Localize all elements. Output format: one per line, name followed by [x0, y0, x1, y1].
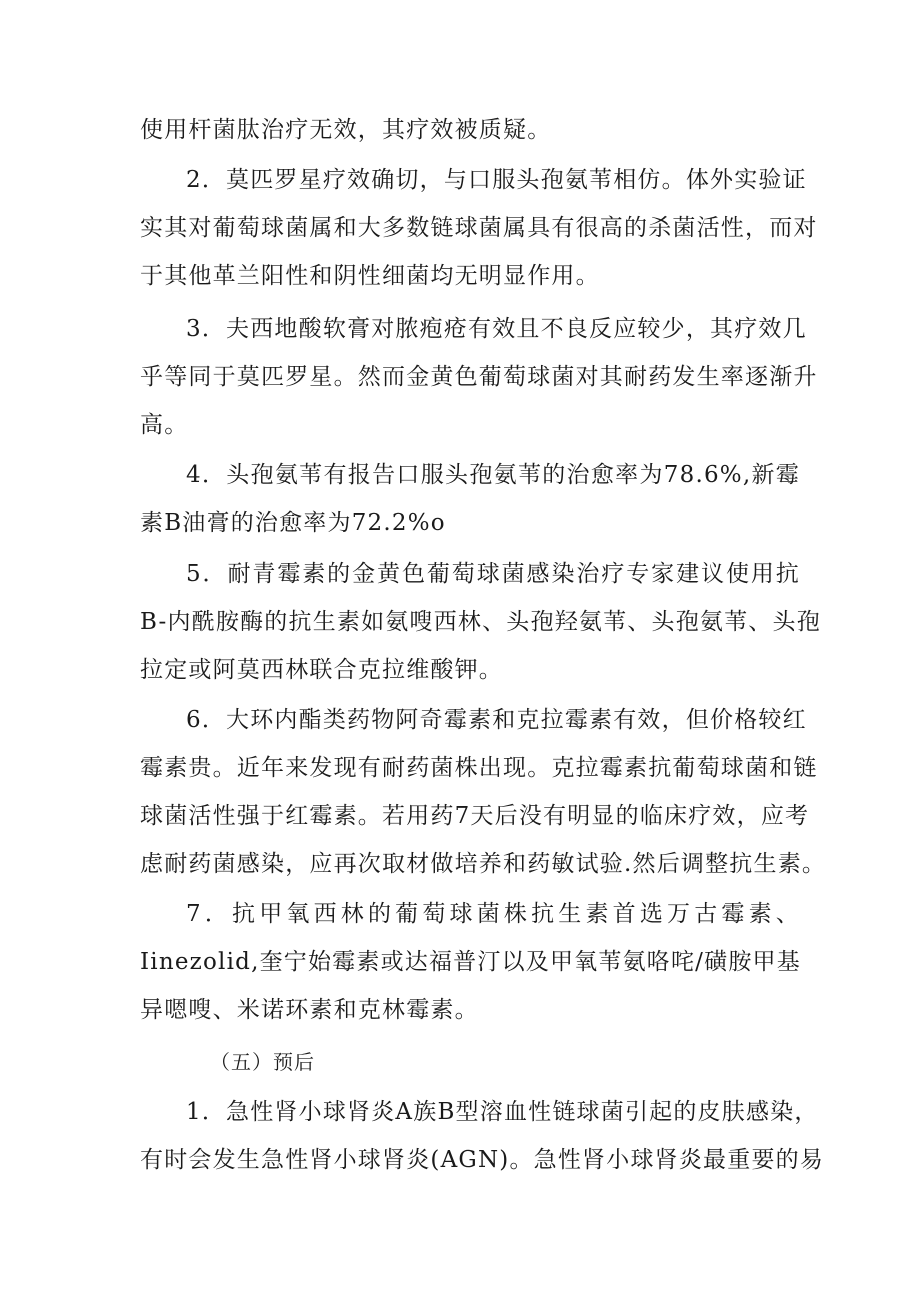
text-line: 霉素贵。近年来发现有耐药菌株出现。克拉霉素抗葡萄球菌和链 [140, 755, 818, 781]
text-line: 使用杆菌肽治疗无效，其疗效被质疑。 [140, 117, 552, 143]
text-line: 7．抗甲氧西林的葡萄球菌株抗生素首选万古霉素、 [186, 901, 800, 927]
text-line: 5．耐青霉素的金黄色葡萄球菌感染治疗专家建议使用抗 [186, 561, 800, 587]
text-line: 虑耐药菌感染，应再次取材做培养和药敏试验.然后调整抗生素。 [140, 851, 827, 877]
text-line: 异嗯嗖、米诺环素和克林霉素。 [140, 997, 479, 1023]
text-line: 有时会发生急性肾小球肾炎(AGN)。急性肾小球肾炎最重要的易 [140, 1147, 825, 1173]
section-heading: （五）预后 [210, 1050, 315, 1074]
text-line: 素B油膏的治愈率为72.2%o [140, 510, 446, 536]
text-line: 3．夫西地酸软膏对脓疱疮有效且不良反应较少，其疗效几 [186, 316, 807, 342]
text-line: 1．急性肾小球肾炎A族B型溶血性链球菌引起的皮肤感染， [186, 1099, 819, 1125]
text-line: 拉定或阿莫西林联合克拉维酸钾。 [140, 657, 503, 683]
text-line: 高。 [140, 412, 189, 438]
text-line: 4．头孢氨苇有报告口服头孢氨苇的治愈率为78.6%,新霉 [186, 462, 800, 488]
text-line: 乎等同于莫匹罗星。然而金黄色葡萄球菌对其耐药发生率逐渐升 [140, 364, 818, 390]
text-line: 实其对葡萄球菌属和大多数链球菌属具有很高的杀菌活性，而对 [140, 215, 818, 241]
text-line: B-内酰胺酶的抗生素如氨嗖西林、头孢羟氨苇、头孢氨苇、头孢 [140, 609, 821, 635]
text-line: 球菌活性强于红霉素。若用药7天后没有明显的临床疗效，应考 [140, 803, 810, 829]
text-line: 6．大环内酯类药物阿奇霉素和克拉霉素有效，但价格较红 [186, 707, 807, 733]
text-line: 2．莫匹罗星疗效确切，与口服头孢氨苇相仿。体外实验证 [186, 167, 807, 193]
text-line: 于其他革兰阳性和阴性细菌均无明显作用。 [140, 263, 600, 289]
text-line: Iinezolid,奎宁始霉素或达福普汀以及甲氧苇氨咯咤/磺胺甲基 [140, 949, 801, 975]
